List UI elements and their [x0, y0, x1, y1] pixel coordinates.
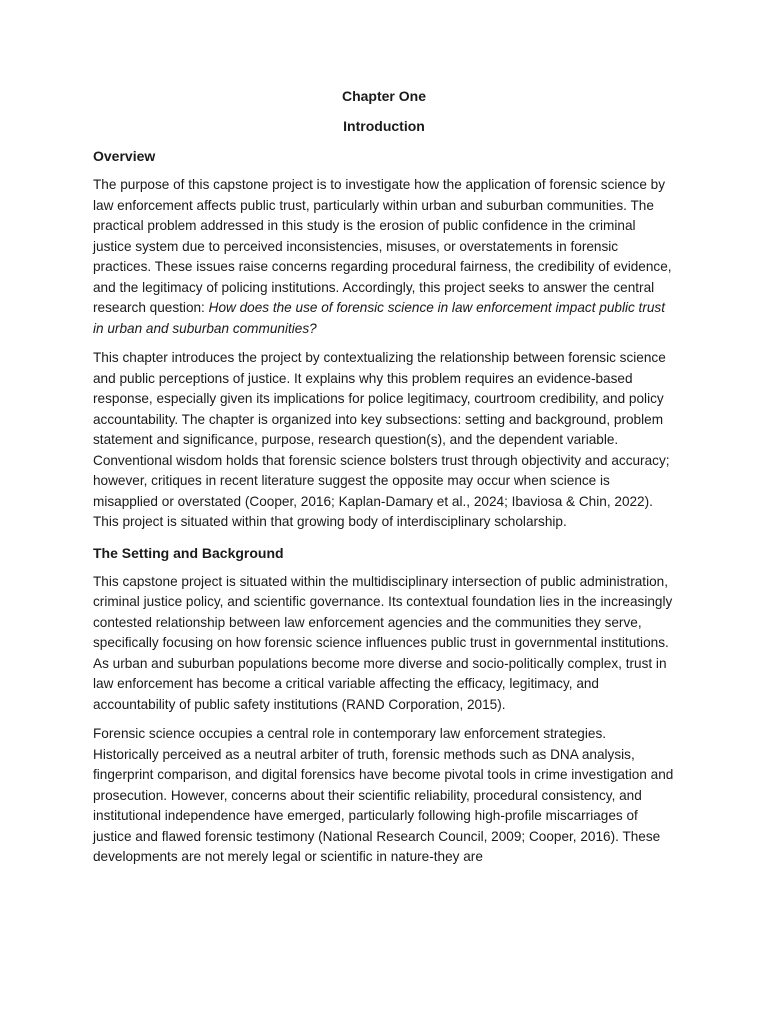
section-title: Introduction	[343, 118, 425, 134]
overview-paragraph-1-text: The purpose of this capstone project is to investigate how the application of forensic science by law enforcement affects public trust, particularly within urban and suburban communities. The practical problem addressed in this study is the erosion of public confidence in the criminal justice system due to perceived inconsistencies, misuses, or overstatements in forensic practices. These issues raise concerns regarding procedural fairness, the credibility of evidence, and the legitimacy of policing institutions. Accordingly, this project seeks to answer the central research question:	[93, 177, 672, 315]
research-question: How does the use of forensic science in law enforcement impact public trust in urban and suburban communities?	[93, 300, 665, 336]
document-page	[93, 86, 675, 868]
overview-paragraph-2: This chapter introduces the project by contextualizing the relationship between forensic science and public perceptions of justice. It explains why this problem requires an evidence-based response, especially given its implications for police legitimacy, courtroom credibility, and policy accountability. The chapter is organized into key subsections: setting and background, problem statement and significance, purpose, research question(s), and the dependent variable. Conventional wisdom holds that forensic science bolsters trust through objectivity and accuracy; however, critiques in recent literature suggest the opposite may occur when science is misapplied or overstated (Cooper, 2016; Kaplan-Damary et al., 2024; Ibaviosa & Chin, 2022). This project is situated within that growing body of interdisciplinary scholarship.	[93, 350, 670, 529]
setting-heading: The Setting and Background	[93, 544, 284, 561]
overview-heading: Overview	[93, 148, 156, 164]
setting-paragraph-1: This capstone project is situated within the multidisciplinary intersection of public administration, criminal justice policy, and scientific governance. Its contextual foundation lies in the increasingly contested relationship between law enforcement agencies and the communities they serve, specifically focusing on how forensic science influences public trust in governmental institutions. As urban and suburban populations become more diverse and socio-politically complex, trust in law enforcement has become a critical variable affecting the efficacy, legitimacy, and accountability of public safety institutions (RAND Corporation, 2015).	[93, 573, 673, 712]
chapter-title: Chapter One	[341, 88, 426, 104]
overview-paragraph-1	[93, 175, 675, 339]
setting-paragraph-2: Forensic science occupies a central role in contemporary law enforcement strategies. Historically perceived as a neutral arbiter of truth, forensic methods such as DNA analysis, fingerprint comparison, and digital forensics have become pivotal tools in crime investigation and prosecution. However, concerns about their scientific reliability, procedural consistency, and institutional independence have emerged, particularly following high-profile miscarriages of justice and flawed forensic testimony (National Research Council, 2009; Cooper, 2016). These developments are not merely legal or scientific in nature-they are	[93, 726, 674, 864]
